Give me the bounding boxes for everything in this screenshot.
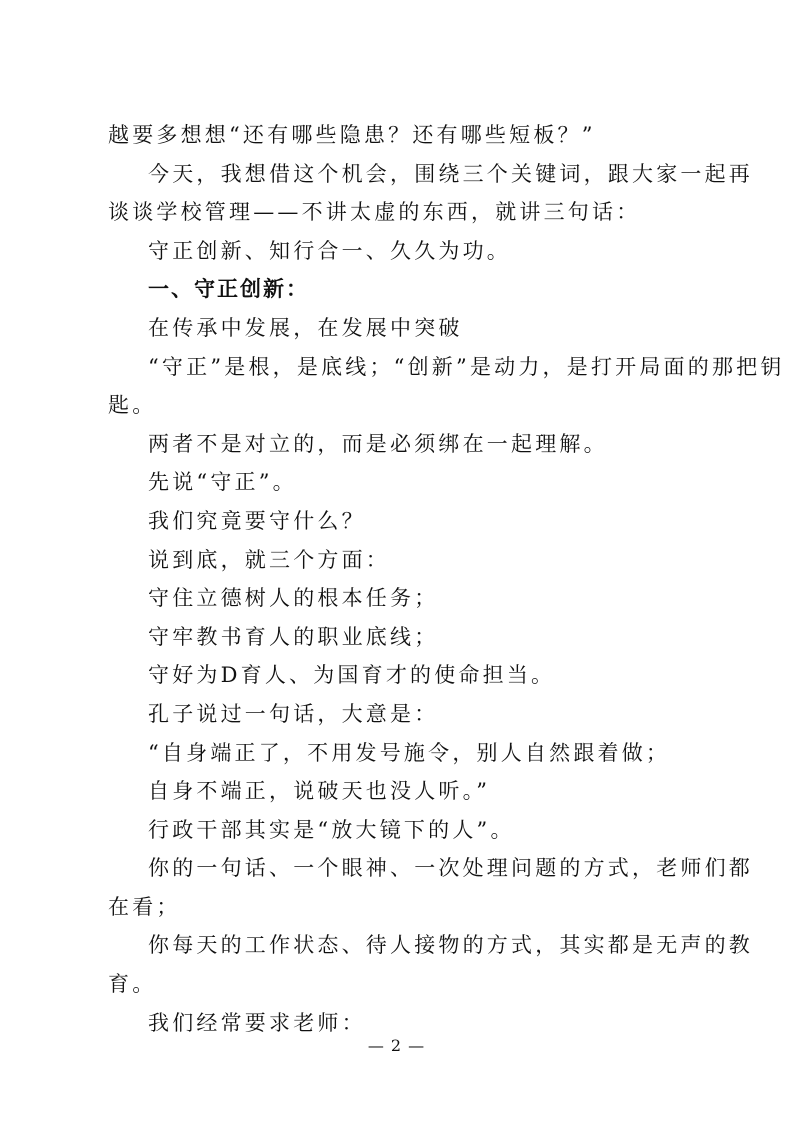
text-line: 孔子说过一句话，大意是： [148, 701, 439, 726]
text-line: 谈谈学校管理——不讲太虚的东西，就讲三句话： [108, 200, 641, 225]
text-line: 匙。 [108, 393, 157, 418]
text-line: “自身端正了，不用发号施令，别人自然跟着做； [148, 740, 671, 765]
text-line: 先说“守正”。 [148, 470, 297, 495]
text-line: 说到底，就三个方面： [148, 547, 390, 572]
text-line: 你每天的工作状态、待人接物的方式，其实都是无声的教 [148, 933, 753, 958]
document-body [108, 116, 785, 1042]
text-line: 我们经常要求老师： [148, 1010, 366, 1035]
text-line: 守住立德树人的根本任务； [148, 586, 439, 611]
text-line: “守正”是根，是底线；“创新”是动力，是打开局面的那把钥 [148, 354, 785, 379]
text-line: 你的一句话、一个眼神、一次处理问题的方式，老师们都 [148, 856, 753, 881]
text-line: 行政干部其实是“放大镜下的人”。 [148, 817, 515, 842]
section-heading: 一、守正创新： [148, 277, 309, 302]
text-line: 在传承中发展，在发展中突破 [148, 315, 463, 340]
text-line: 两者不是对立的，而是必须绑在一起理解。 [148, 431, 608, 456]
text-line: 在看； [108, 894, 181, 919]
text-line: 育。 [108, 972, 157, 997]
text-line: 今天，我想借这个机会，围绕三个关键词，跟大家一起再 [148, 161, 753, 186]
text-line: 我们究竟要守什么？ [148, 508, 366, 533]
text-line: 自身不端正，说破天也没人听。” [148, 779, 491, 804]
text-line: 守好为D育人、为国育才的使命担当。 [148, 663, 556, 688]
text-line: 守牢教书育人的职业底线； [148, 624, 439, 649]
text-line: 守正创新、知行合一、久久为功。 [148, 238, 511, 263]
text-line: 越要多想想“还有哪些隐患？还有哪些短板？” [108, 123, 596, 147]
page-number: — 2 — [367, 1036, 426, 1055]
